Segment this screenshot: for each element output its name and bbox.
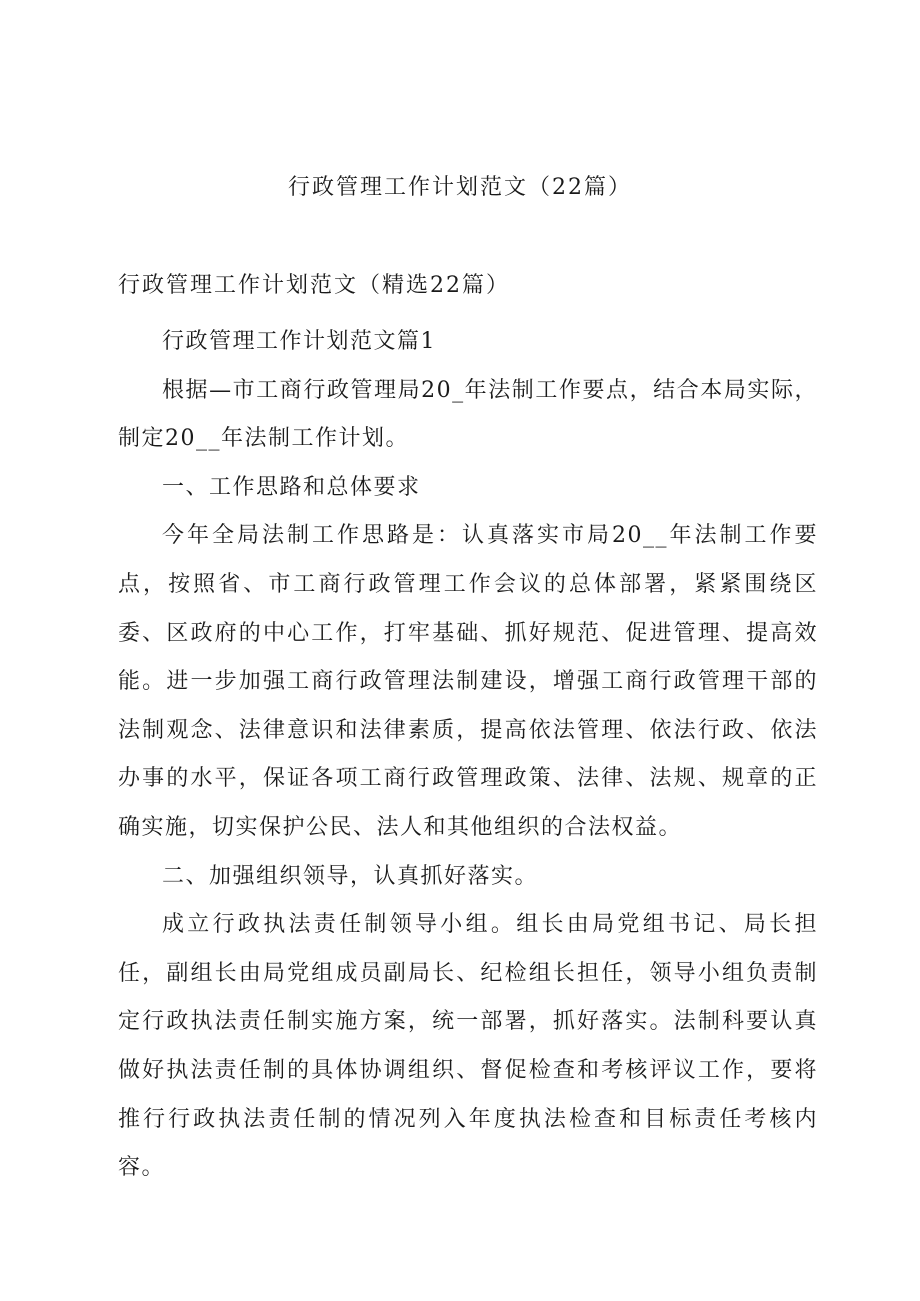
section-heading-2: 二、加强组织领导，认真抓好落实。: [162, 863, 539, 889]
document-body: [118, 318, 818, 1193]
section-heading-1: 一、工作思路和总体要求: [162, 474, 421, 500]
paragraph-leadership: 成立行政执法责任制领导小组。组长由局党组书记、局长担任，副组长由局党组成员副局长、纪检组长担任，领导小组负责制定行政执法责任制实施方案，统一部署，抓好落实。法制科要认真做好执法责任制的具体协调组织、督促检查和考核评议工作，要将推行行政执法责任制的情况列入年度执法检查和目标责任考核内容。: [118, 912, 818, 1181]
document-title: 行政管理工作计划范文（22篇）: [288, 175, 632, 200]
section-heading-article-1: 行政管理工作计划范文篇1: [162, 329, 436, 354]
paragraph-intro: 根据—市工商行政管理局20_年法制工作要点，结合本局实际，制定20__年法制工作计划。: [118, 377, 818, 452]
document-subtitle: 行政管理工作计划范文（精选22篇）: [118, 273, 510, 298]
paragraph-work-ideas: 今年全局法制工作思路是：认真落实市局20__年法制工作要点，按照省、市工商行政管理工作会议的总体部署，紧紧围绕区委、区政府的中心工作，打牢基础、抓好规范、促进管理、提高效能。进一步加强工商行政管理法制建设，增强工商行政管理干部的法制观念、法律意识和法律素质，提高依法管理、依法行政、依法办事的水平，保证各项工商行政管理政策、法律、法规、规章的正确实施，切实保护公民、法人和其他组织的合法权益。: [118, 523, 818, 840]
